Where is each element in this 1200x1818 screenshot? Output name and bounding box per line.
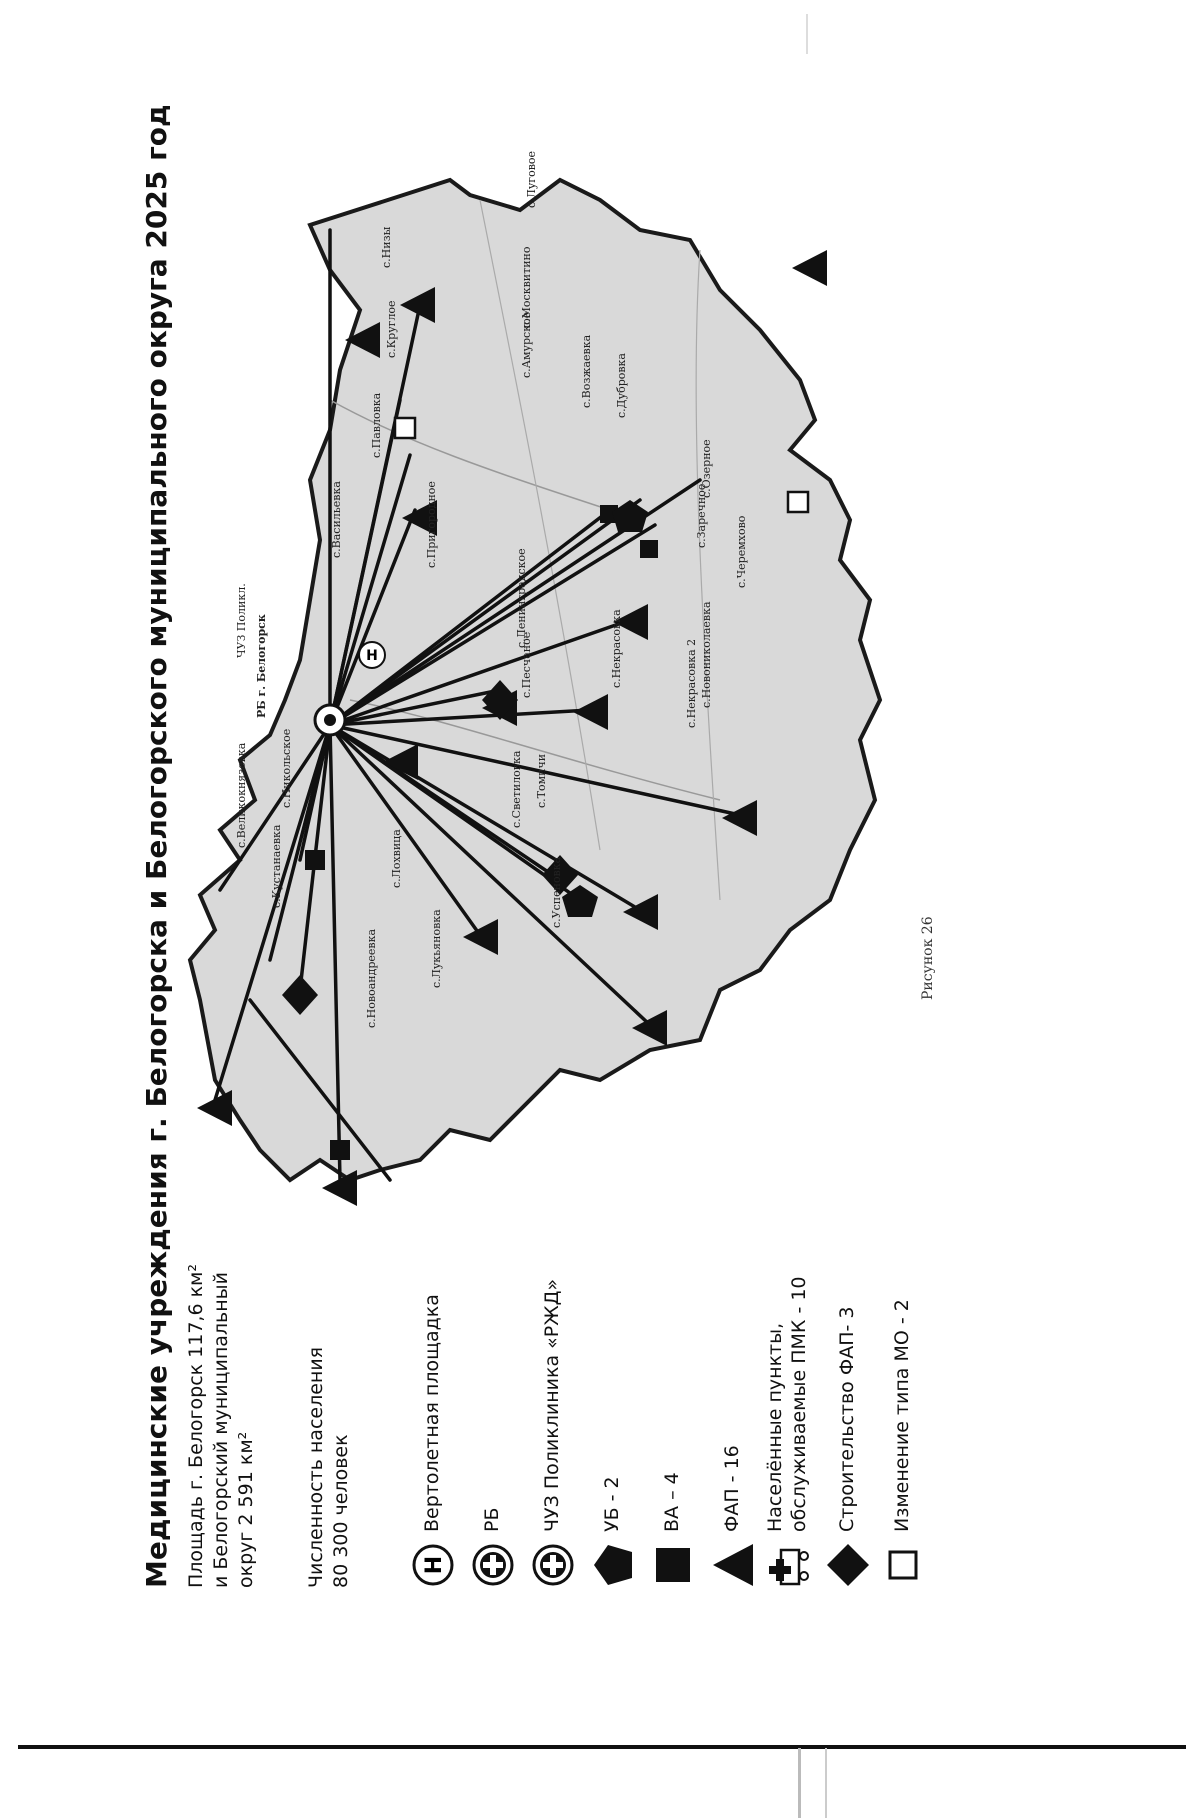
settlement-label: с.Новоандреевка	[365, 928, 378, 1028]
bottom-rule	[18, 1745, 1186, 1749]
population-line-1: Численность населения	[305, 1346, 327, 1588]
svg-text:H: H	[366, 648, 378, 664]
area-info	[184, 1264, 259, 1588]
legend-label-va: ВА – 4	[661, 1472, 683, 1532]
diamond-icon	[825, 1542, 871, 1588]
svg-text:H: H	[422, 1555, 447, 1575]
population-line-2: 80 300 человек	[330, 1434, 352, 1588]
settlement-label: с.Лохвица	[390, 829, 403, 888]
settlement-label: с.Никольское	[280, 728, 293, 808]
settlement-label: с.Лукьяновка	[430, 909, 443, 988]
settlement-label: с.Круглое	[385, 300, 398, 358]
settlement-label: с.Великокнязевка	[235, 742, 248, 848]
settlement-label: с.Луговое	[525, 150, 538, 208]
scan-artifact	[798, 1748, 801, 1818]
settlement-label: с.Заречное	[695, 483, 708, 548]
settlement-label: с.Пригородное	[425, 481, 438, 568]
settlement-label: с.Дубровка	[615, 353, 628, 418]
legend-label-mo-change: Изменение типа МО - 2	[891, 1299, 913, 1532]
center-label-rb: РБ г. Белогорск	[255, 614, 268, 718]
legend-label-pmk-line-2: обслуживаемые ПМК - 10	[788, 1276, 810, 1532]
triangle-icon	[710, 1542, 756, 1588]
legend-label-construction: Строительство ФАП- 3	[836, 1306, 858, 1532]
settlement-label: с.Некрасовка 2	[685, 638, 698, 728]
legend-label-rzd: ЧУЗ Поликлиника «РЖД»	[541, 1278, 563, 1532]
legend-label-ub: УБ - 2	[601, 1476, 623, 1532]
settlement-label: с.Томичи	[535, 753, 548, 808]
cross-circle-icon	[530, 1542, 576, 1588]
square-icon	[650, 1542, 696, 1588]
settlement-label: с.Некрасовка	[610, 609, 623, 688]
settlement-label: с.Амурское	[520, 311, 533, 378]
settlement-label: с.Озерное	[700, 439, 713, 498]
area-line-2: и Белогорский муниципальный	[210, 1271, 232, 1588]
figure-caption: Рисунок 26	[920, 916, 936, 1000]
helipad-icon	[410, 1542, 456, 1588]
legend-label-fap: ФАП - 16	[721, 1445, 743, 1532]
rotated-content	[140, 104, 920, 1588]
settlement-label: с.Новониколаевка	[700, 601, 713, 708]
settlement-label: с.Успеновка	[550, 856, 563, 928]
area-line-3: округ 2 591 км²	[235, 1431, 257, 1588]
legend-label-rb: РБ	[481, 1507, 503, 1532]
area-line-1: Площадь г. Белогорск 117,6 км²	[185, 1263, 207, 1588]
legend-label-helipad: Вертолетная площадка	[421, 1294, 443, 1532]
legend-label-pmk	[763, 1276, 811, 1532]
settlement-label: с.Кустанаевка	[270, 824, 283, 908]
settlement-label: с.Васильевка	[330, 481, 343, 558]
settlement-label: с.Москвитино	[520, 246, 533, 328]
settlement-label: с.Низы	[380, 226, 393, 268]
settlement-label: с.Черемхово	[735, 515, 748, 588]
legend-label-pmk-line-1: Населённые пункты,	[764, 1322, 786, 1532]
outline-square-icon	[880, 1542, 926, 1588]
population-info	[304, 1347, 354, 1588]
pentagon-icon	[590, 1542, 636, 1588]
settlement-label: с.Светиловка	[510, 750, 523, 828]
center-label-polyclinic: ЧУЗ Поликл.	[235, 583, 248, 658]
settlement-label: с.Возжаевка	[580, 334, 593, 408]
mobile-unit-icon	[765, 1542, 811, 1588]
cross-circle-icon	[470, 1542, 516, 1588]
scan-artifact	[825, 1748, 827, 1818]
scan-artifact	[806, 14, 808, 54]
settlement-label: с.Песчаное	[520, 631, 533, 698]
page-title: Медицинские учреждения г. Белогорска и Белогорского муниципального округа 2025 год	[140, 104, 173, 1588]
settlement-label: с.Павловка	[370, 392, 383, 458]
settlement-label: с.Ленинградское	[515, 548, 528, 648]
